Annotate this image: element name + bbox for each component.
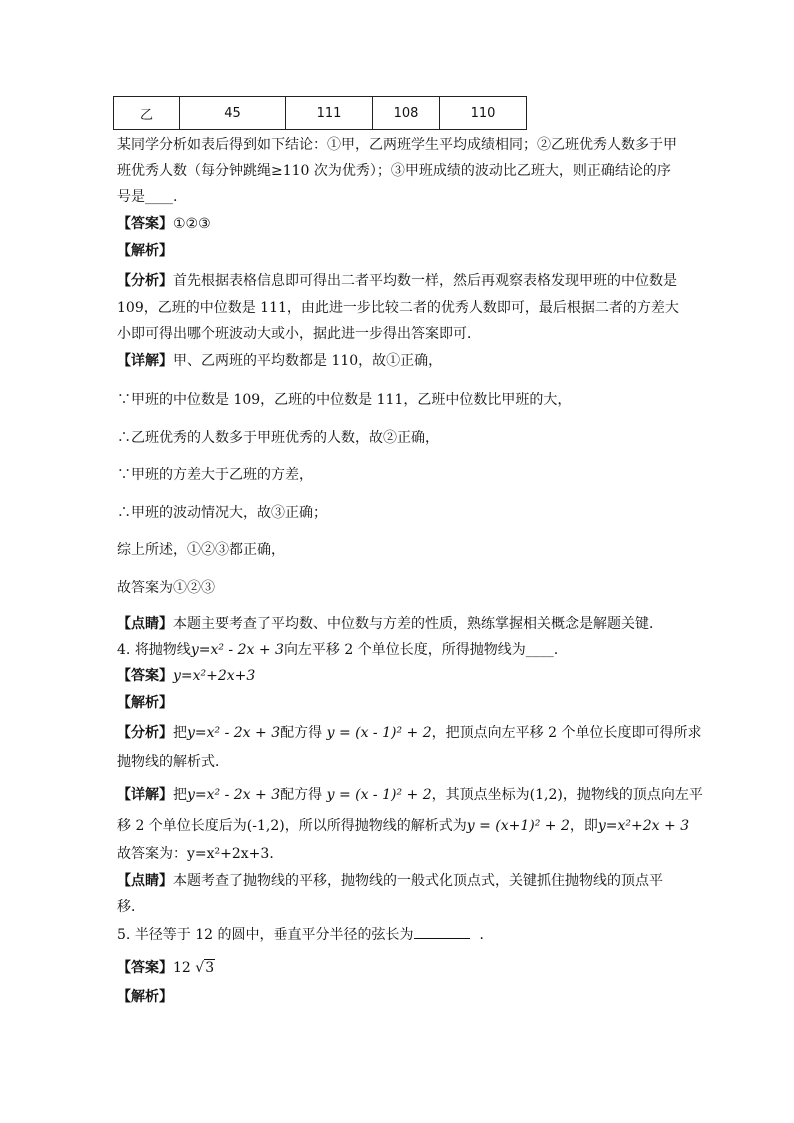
fenxi-equation: y=x² - 2x + 3 bbox=[187, 725, 281, 741]
xiangjie-tag: 【详解】 bbox=[117, 353, 173, 369]
score-table bbox=[113, 96, 527, 130]
xiangjie-equation-expanded: y=x²+2x + 3 bbox=[597, 818, 690, 834]
q3-dianjing bbox=[117, 614, 663, 634]
xiangjie-tag: 【详解】 bbox=[117, 787, 173, 803]
fenxi-tag: 【分析】 bbox=[117, 725, 173, 741]
q3-stem-line-1: 某同学分析如表后得到如下结论：①甲，乙两班学生平均成绩相同；②乙班优秀人数多于甲 bbox=[117, 137, 677, 153]
q4-stem bbox=[117, 640, 558, 660]
q3-xiangjie-line-5: ∴甲班的波动情况大，故③正确； bbox=[117, 505, 327, 521]
question-number: 5. bbox=[117, 927, 131, 943]
dianjing-text: 本题主要考查了平均数、中位数与方差的性质，熟练掌握相关概念是解题关键． bbox=[173, 616, 663, 632]
q5-stem bbox=[117, 924, 494, 945]
table-row bbox=[114, 97, 527, 130]
q3-xiangjie-line-1 bbox=[117, 351, 442, 371]
q3-fenxi-line-2: 109，乙班的中位数是 111，由此进一步比较二者的优秀人数即可，最后根据二者的方差大 bbox=[117, 300, 679, 316]
dianjing-text: 本题考查了抛物线的平移，抛物线的一般式化顶点式，关键抓住抛物线的顶点平 bbox=[173, 873, 663, 889]
q4-stem-text-a: 将抛物线 bbox=[134, 642, 191, 658]
question-number: 4. bbox=[117, 642, 131, 658]
q3-analysis-tag: 【解析】 bbox=[117, 243, 173, 259]
fenxi-tag: 【分析】 bbox=[117, 273, 173, 289]
fenxi-text-c: ，把顶点向左平移 2 个单位长度即可得所求 bbox=[431, 725, 702, 741]
xiangjie-text-c: ，其顶点坐标为(1,2)，抛物线的顶点向左平 bbox=[431, 787, 703, 803]
q3-xiangjie-line-2: ∵甲班的中位数是 109，乙班的中位数是 111，乙班中位数比甲班的大， bbox=[117, 392, 572, 408]
xiangjie-text-b: 配方得 bbox=[280, 787, 323, 803]
q4-fenxi-line-1 bbox=[117, 723, 701, 743]
fenxi-text-b: 配方得 bbox=[280, 725, 323, 741]
fenxi-text-a: 把 bbox=[173, 725, 187, 741]
sqrt-symbol: √3 bbox=[195, 960, 215, 976]
answer-tag: 【答案】 bbox=[117, 960, 173, 976]
table-cell: 110 bbox=[440, 97, 527, 130]
xiangjie-equation-result: y = (x+1)² + 2 bbox=[466, 818, 570, 834]
answer-value: y=x²+2x+3 bbox=[173, 668, 256, 684]
q3-fenxi-line-3: 小即可得出哪个班波动大或小，据此进一步得出答案即可． bbox=[117, 326, 481, 342]
q4-dianjing-line-2: 移． bbox=[117, 899, 145, 915]
table-cell: 108 bbox=[373, 97, 440, 130]
answer-tag: 【答案】 bbox=[117, 216, 173, 232]
q4-fenxi-line-2: 抛物线的解析式． bbox=[117, 754, 229, 770]
q5-stem-text: 半径等于 12 的圆中，垂直平分半径的弦长为 bbox=[134, 927, 414, 943]
dianjing-tag: 【点睛】 bbox=[117, 616, 173, 632]
q5-stem-end: ． bbox=[479, 927, 494, 943]
table-cell: 乙 bbox=[114, 97, 180, 130]
fenxi-text: 首先根据表格信息即可得出二者平均数一样，然后再观察表格发现甲班的中位数是 bbox=[173, 273, 677, 289]
q3-xiangjie-line-4: ∵甲班的方差大于乙班的方差， bbox=[117, 467, 313, 483]
q5-answer bbox=[117, 958, 215, 978]
q4-xiangjie-line-1 bbox=[117, 785, 703, 805]
fenxi-equation-vertex: y = (x - 1)² + 2 bbox=[326, 725, 432, 741]
q4-xiangjie-line-2 bbox=[117, 816, 689, 836]
q4-stem-text-b: 向左平移 2 个单位长度，所得抛物线为____. bbox=[283, 642, 559, 658]
xiangjie-text-e: ，即 bbox=[569, 818, 598, 834]
q3-xiangjie-line-3: ∴乙班优秀的人数多于甲班优秀的人数，故②正确， bbox=[117, 430, 439, 446]
q3-xiangjie-line-7: 故答案为①②③ bbox=[117, 580, 215, 596]
q3-answer bbox=[117, 214, 211, 234]
answer-value: ①②③ bbox=[173, 216, 211, 232]
q3-xiangjie-line-6: 综上所述，①②③都正确， bbox=[117, 542, 285, 558]
q3-stem-line-3: 号是____. bbox=[117, 189, 178, 205]
xiangjie-text: 甲、乙两班的平均数都是 110，故①正确， bbox=[173, 353, 443, 369]
sqrt-radicand: 3 bbox=[205, 960, 215, 976]
answer-blank bbox=[414, 924, 470, 939]
table-cell: 111 bbox=[286, 97, 373, 130]
dianjing-tag: 【点睛】 bbox=[117, 873, 173, 889]
q4-xiangjie-line-3: 故答案为：y=x²+2x+3． bbox=[117, 846, 284, 862]
xiangjie-equation: y=x² - 2x + 3 bbox=[187, 787, 281, 803]
xiangjie-text-d: 移 2 个单位长度后为(-1,2)，所以所得抛物线的解析式为 bbox=[117, 818, 467, 834]
answer-number: 12 bbox=[173, 960, 191, 976]
q3-stem-line-2: 班优秀人数（每分钟跳绳≥110 次为优秀）；③甲班成绩的波动比乙班大，则正确结论的序 bbox=[117, 163, 671, 179]
q5-analysis-tag: 【解析】 bbox=[117, 989, 173, 1005]
answer-tag: 【答案】 bbox=[117, 668, 173, 684]
q4-analysis-tag: 【解析】 bbox=[117, 695, 173, 711]
xiangjie-text-a: 把 bbox=[173, 787, 187, 803]
xiangjie-equation-vertex: y = (x - 1)² + 2 bbox=[326, 787, 432, 803]
q3-fenxi-line-1 bbox=[117, 271, 677, 291]
q4-answer bbox=[117, 666, 255, 686]
q4-stem-equation: y=x² - 2x + 3 bbox=[190, 642, 284, 658]
q4-dianjing-line-1 bbox=[117, 871, 663, 891]
table-cell: 45 bbox=[180, 97, 286, 130]
